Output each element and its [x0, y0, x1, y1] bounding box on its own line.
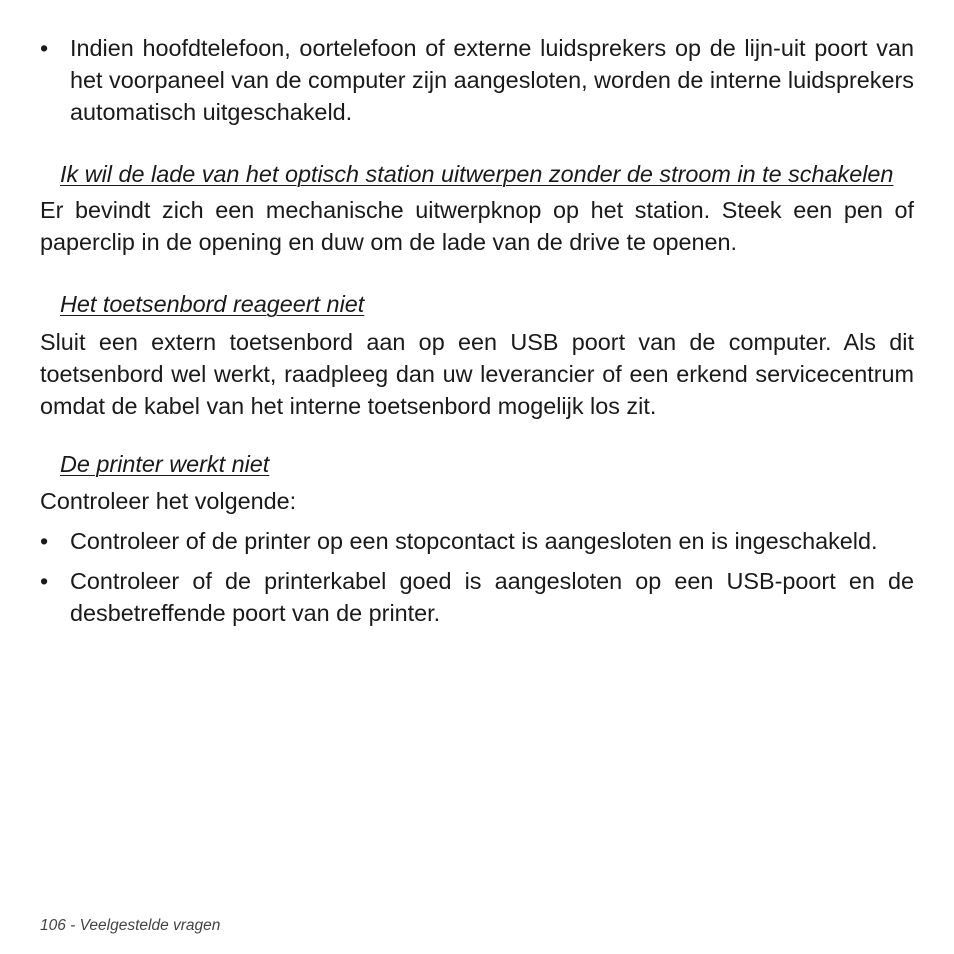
- section-heading-keyboard: Het toetsenbord reageert niet: [60, 291, 365, 317]
- section-intro-printer: Controleer het volgende:: [40, 488, 297, 514]
- bullet-text: Indien hoofdtelefoon, oortelefoon of externe luidsprekers op de lijn-uit poort van het voorpaneel van de computer zijn aangesloten, worden de interne luidsprekers automatisch uitgeschakeld.: [70, 35, 914, 125]
- list-item: [40, 32, 914, 128]
- document-page: [40, 32, 914, 629]
- bullet-text: Controleer of de printer op een stopcontact is aangesloten en is ingeschakeld.: [70, 528, 878, 554]
- bullet-mark: •: [40, 528, 49, 554]
- bullet-text: Controleer of de printerkabel goed is aangesloten op een USB-poort en de desbetreffende poort van de printer.: [70, 568, 914, 626]
- page-footer: 106 - Veelgestelde vragen: [40, 917, 221, 934]
- list-item: [40, 525, 914, 557]
- section-body-optical-drive: Er bevindt zich een mechanische uitwerpknop op het station. Steek een pen of paperclip in de opening en duw om de lade van de drive te openen.: [40, 197, 914, 255]
- section-body-keyboard: Sluit een extern toetsenbord aan op een USB poort van de computer. Als dit toetsenbord wel werkt, raadpleeg dan uw leverancier of een erkend servicecentrum omdat de kabel van het interne toetsenbord mogelijk los zit.: [40, 329, 914, 419]
- bullet-mark: •: [40, 35, 49, 61]
- section-heading-printer: De printer werkt niet: [60, 451, 270, 477]
- bullet-mark: •: [40, 568, 49, 594]
- list-item: [40, 565, 914, 629]
- section-heading-optical-drive: Ik wil de lade van het optisch station uitwerpen zonder de stroom in te schakelen: [60, 161, 894, 187]
- printer-bullet-list: [40, 525, 914, 629]
- intro-bullet-list: [40, 32, 914, 128]
